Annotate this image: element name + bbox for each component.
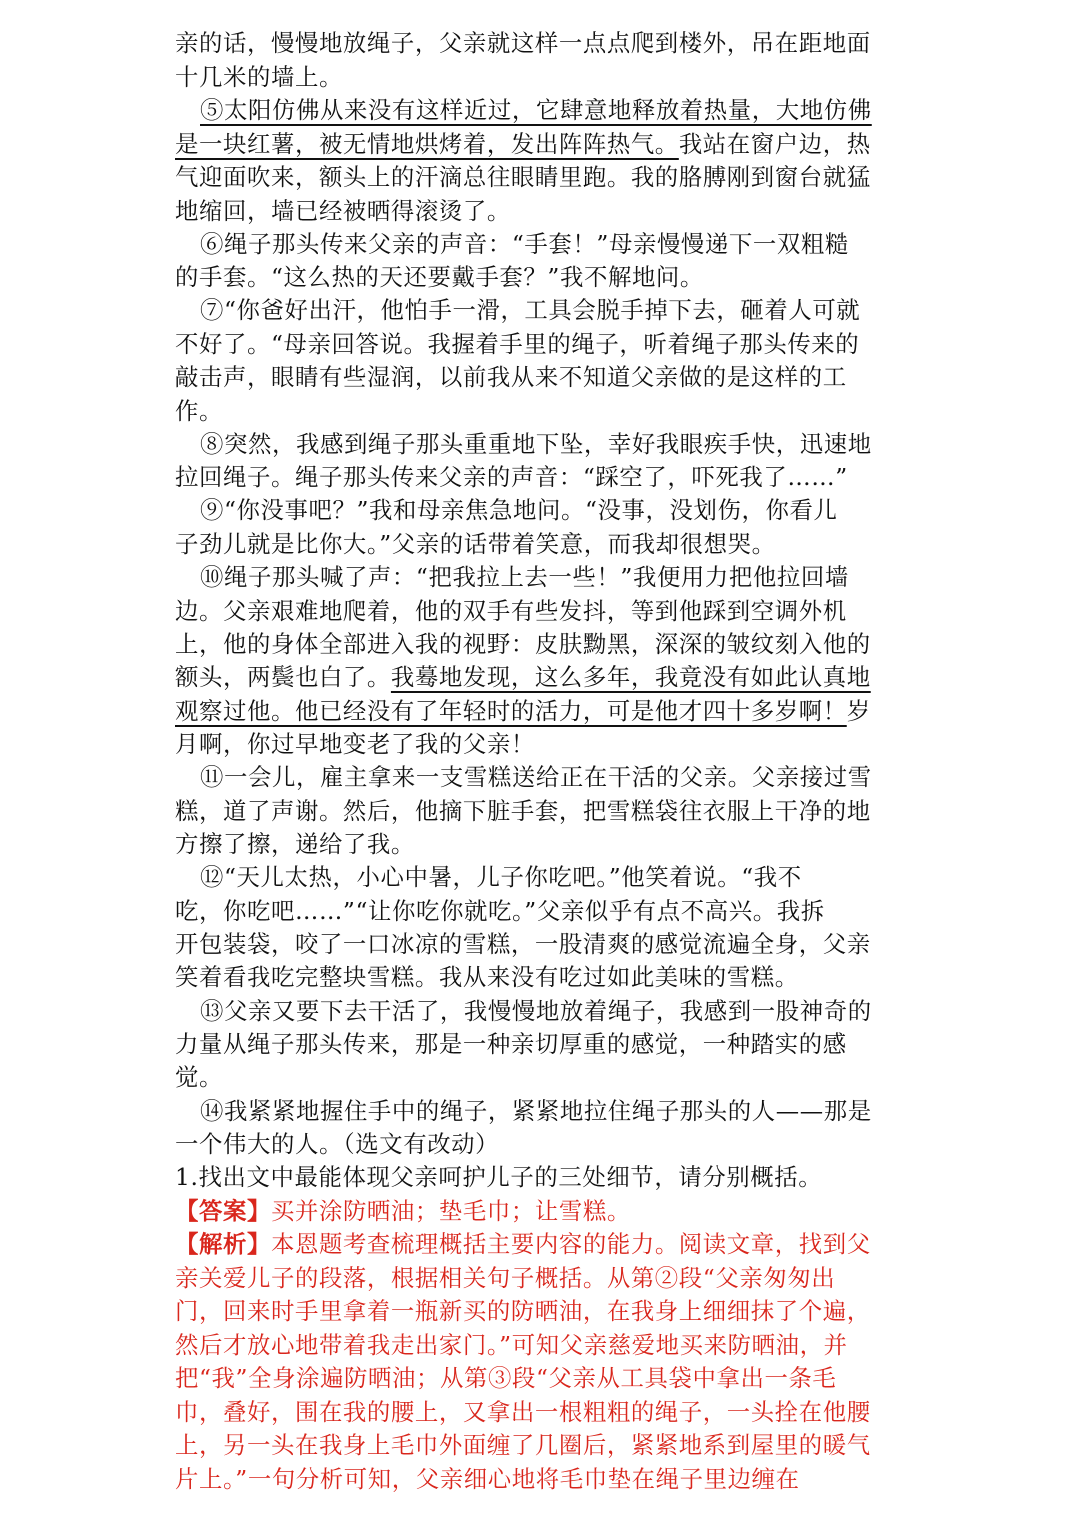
paragraph-7-start: ⑦“你爸好出汗，他怕手一滑，工具会脱手掉下去，砸着人可就 [200,296,861,324]
text-line: 月啊，你过早地变老了我的父亲！ [175,730,535,758]
underlined-sentence: 我蓦地发现，这么多年，我竟没有如此认真地 [390,663,871,691]
underlined-sentence: 是一块红薯，被无情地烘烤着，发出阵阵热气。 [175,130,679,158]
text-line: 一个伟大的人。（选文有改动） [175,1130,500,1158]
underlined-sentence: ⑤太阳仿佛从来没有这样近过，它肆意地释放着热量，大地仿佛 [200,96,872,124]
text-line: 亲的话，慢慢地放绳子，父亲就这样一点点爬到楼外，吊在距地面 [175,29,871,57]
text-line [175,660,871,694]
analysis-line: 亲关爱儿子的段落，根据相关句子概括。从第②段“父亲匆匆出 [175,1264,836,1292]
text-line: 作。 [175,397,223,425]
text-line: 十几米的墙上。 [175,63,343,91]
analysis-line: 然后才放心地带着我走出家门。”可知父亲慈爱地买来防晒油，并 [175,1331,848,1359]
text-line: 方擦了擦，递给了我。 [175,830,415,858]
text-line: 气迎面吹来，额头上的汗滴总往眼睛里跑。我的胳膊刚到窗台就猛 [175,163,871,191]
analysis-line: 巾，叠好，围在我的腰上，又拿出一根粗粗的绳子，一头拴在他腰 [175,1398,871,1426]
paragraph-5-start [200,93,872,127]
paragraph-9-start: ⑨“你没事吧？”我和母亲焦急地问。“没事，没划伤，你看儿 [200,496,838,524]
analysis-line: 片上。”一句分析可知，父亲细心地将毛巾垫在绳子里边缠在 [175,1465,800,1493]
text-line: 的手套。“这么热的天还要戴手套？”我不解地问。 [175,263,704,291]
analysis-line: 门，回来时手里拿着一瓶新买的防晒油，在我身上细细抹了个遍， [175,1297,871,1325]
text-line: 力量从绳子那头传来，那是一种亲切厚重的感觉，一种踏实的感 [175,1030,847,1058]
paragraph-14-start: ⑭我紧紧地握住手中的绳子，紧紧地拉住绳子那头的人——那是 [200,1097,872,1125]
text-line: 上，他的身体全部进入我的视野：皮肤黝黑，深深的皱纹刻入他的 [175,630,871,658]
underlined-sentence: 观察过他。他已经没有了年轻时的活力，可是他才四十多岁啊！ [175,697,847,725]
text-line [175,694,871,728]
paragraph-6-start: ⑥绳子那头传来父亲的声音：“手套！”母亲慢慢递下一双粗糙 [200,230,849,258]
answer-text: 买并涂防晒油；垫毛巾；让雪糕。 [270,1197,631,1225]
text-line: 敲击声，眼睛有些湿润，以前我从来不知道父亲做的是这样的工 [175,363,847,391]
analysis-label: 【解析】 [175,1230,271,1258]
text-span: 我站在窗户边，热 [678,130,871,158]
text-line: 觉。 [175,1063,223,1091]
analysis-line: 把“我”全身涂遍防晒油；从第③段“父亲从工具袋中拿出一条毛 [175,1364,837,1392]
text-line: 地缩回，墙已经被晒得滚烫了。 [175,197,511,225]
text-line: 笑着看我吃完整块雪糕。我从来没有吃过如此美味的雪糕。 [175,963,799,991]
analysis-line: 上，另一头在我身上毛巾外面缠了几圈后，紧紧地系到屋里的暖气 [175,1431,871,1459]
text-span: 额头，两鬓也白了。 [175,663,391,691]
text-line: 糕，道了声谢。然后，他摘下脏手套，把雪糕袋往衣服上干净的地 [175,797,871,825]
question-1: 1.找出文中最能体现父亲呵护儿子的三处细节，请分别概括。 [175,1163,823,1191]
paragraph-12-start: ⑫“天儿太热，小心中暑，儿子你吃吧。”他笑着说。“我不 [200,863,802,891]
text-span: 岁 [846,697,871,725]
analysis-text: 本恩题考查梳理概括主要内容的能力。阅读文章，找到父 [270,1230,871,1258]
text-line: 不好了。“母亲回答说。我握着手里的绳子，听着绳子那头传来的 [175,330,860,358]
answer-label: 【答案】 [175,1197,271,1225]
paragraph-13-start: ⑬父亲又要下去干活了，我慢慢地放着绳子，我感到一股神奇的 [200,997,872,1025]
text-line [175,127,871,161]
text-line: 子劲儿就是比你大。”父亲的话带着笑意，而我却很想哭。 [175,530,776,558]
text-line: 开包装袋，咬了一口冰凉的雪糕，一股清爽的感觉流遍全身，父亲 [175,930,871,958]
analysis-line [175,1227,871,1261]
text-line: 吃，你吃吧……”“让你吃你就吃。”父亲似乎有点不高兴。我拆 [175,897,825,925]
answer-line [175,1194,631,1228]
paragraph-8-start: ⑧突然，我感到绳子那头重重地下坠，幸好我眼疾手快，迅速地 [200,430,872,458]
text-line: 边。父亲艰难地爬着，他的双手有些发抖，等到他踩到空调外机 [175,597,847,625]
text-line: 拉回绳子。绳子那头传来父亲的声音：“踩空了，吓死我了……” [175,463,848,491]
paragraph-10-start: ⑩绳子那头喊了声：“把我拉上去一些！”我便用力把他拉回墙 [200,563,849,591]
paragraph-11-start: ⑪一会儿，雇主拿来一支雪糕送给正在干活的父亲。父亲接过雪 [200,763,872,791]
